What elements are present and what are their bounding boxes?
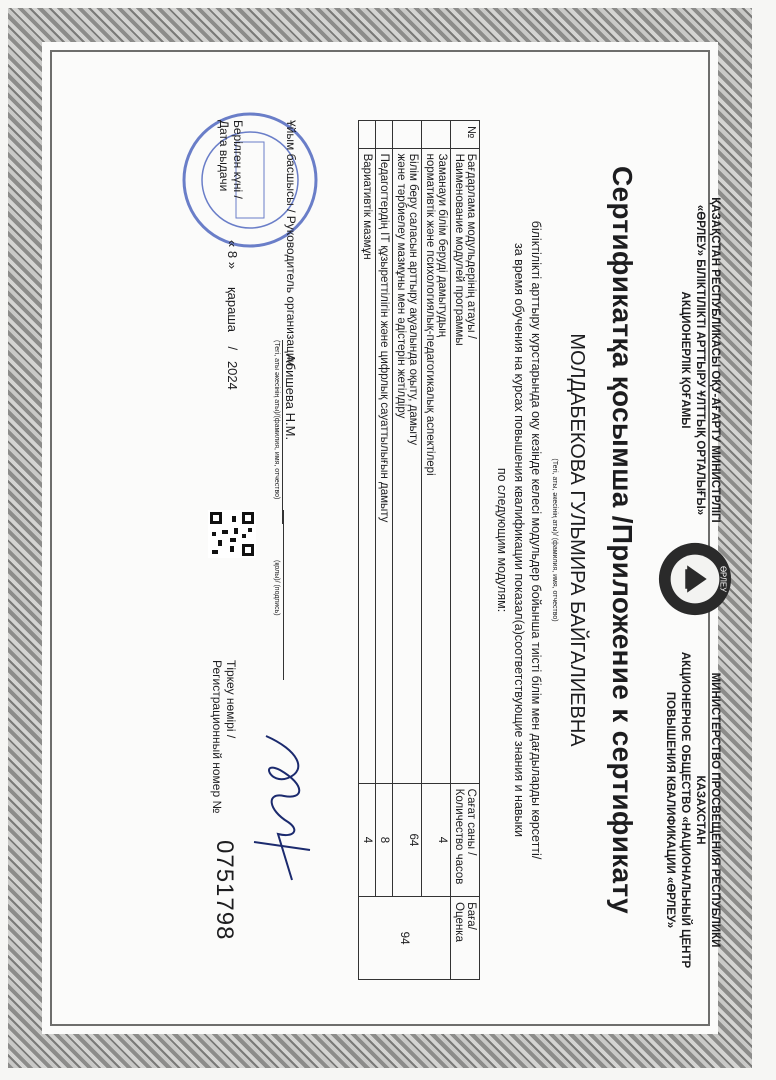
module-name-line2: және тәрбиелеу мазмұны мен әдістерін жетілдіру	[395, 153, 407, 419]
row-no	[422, 121, 451, 149]
col-grade-kz: Баға/	[465, 902, 477, 930]
table-row	[376, 121, 393, 980]
module-name: Педагогтердің IT құзыреттілігін және цифрлық сауаттылығын дамыту	[376, 148, 393, 783]
svg-text:ӨРЛЕУ: ӨРЛЕУ	[718, 565, 728, 593]
module-grade: 94	[359, 897, 451, 980]
certificate-content	[48, 40, 738, 1040]
intro-text	[493, 100, 544, 980]
registration-label	[210, 660, 238, 813]
issue-date: « 8 » қараша / 2024	[225, 240, 240, 390]
col-grade-header	[451, 897, 480, 980]
leader-label: Ұйым басшысы / Руководитель организации	[284, 120, 298, 367]
row-no	[359, 121, 376, 149]
module-name-line2: нормативтік және психологиялық-педагогикалық аспектілері	[424, 153, 436, 476]
issue-label-kz: Берілген күні /	[231, 120, 245, 199]
header-right	[662, 640, 722, 980]
module-name-line1: Білім беру саласын арттыру ақуалында оқыту, дамыту	[407, 153, 419, 446]
col-grade-ru: Оценка	[453, 902, 465, 942]
intro-kz: біліктілікті арттыру курстарында оқу кезінде келесі модульдер бойынша тиісті білім мен дағдыларды көрсетті/	[529, 220, 543, 860]
col-name-header	[451, 148, 480, 783]
module-name	[422, 148, 451, 783]
col-hours-kz: Сағат саны /	[465, 788, 477, 856]
signature-caption: (қолы)/ (подпись)	[273, 560, 280, 616]
intro-ru2: по следующим модулям:	[495, 467, 509, 613]
leader-name-caption: (Тегі, аты әкесінің аты)/(фамилия, имя, отчество)	[273, 340, 280, 500]
col-hours-header	[451, 783, 480, 897]
header-left-line1: ҚАЗАҚСТАН РЕСПУБЛИКАСЫ ОҚУ-АҒАРТУ МИНИСТРЛІГІ	[709, 197, 721, 523]
header-left	[677, 160, 722, 560]
module-hours: 4	[359, 783, 376, 897]
col-no-header: №	[451, 121, 480, 149]
header-left-line3: АКЦИОНЕРЛІК ҚОҒАМЫ	[679, 291, 691, 429]
module-hours: 8	[376, 783, 393, 897]
registration-label-ru: Регистрационный номер №	[210, 660, 224, 814]
intro-ru: за время обучения на курсах повышения квалификации показал(а)соответствующие знания и навыки	[512, 242, 526, 837]
issue-date-label	[217, 120, 245, 199]
name-caption: (Тегі, аты, әкесінің аты)/ (фамилия, имя, отчество)	[551, 458, 558, 622]
module-name: Вариативтік мазмұн	[359, 148, 376, 783]
modules-table	[358, 120, 480, 980]
module-hours: 64	[393, 783, 422, 897]
recipient-name: МОЛДАБЕКОВА ГУЛЬМИРА БАЙГАЛИЕВНА	[566, 333, 588, 747]
module-hours: 4	[422, 783, 451, 897]
col-hours-ru: Количество часов	[453, 788, 465, 885]
official-stamp	[180, 110, 320, 250]
signature-line	[283, 510, 284, 680]
registration-number: 0751798	[211, 840, 238, 941]
module-name	[393, 148, 422, 783]
module-name-line1: Заманауи білім беруді дамытудың	[436, 153, 448, 338]
document-title: Сертификатқа қосымша /Приложение к сертификату	[607, 165, 638, 915]
row-no	[376, 121, 393, 149]
emblem-logo	[656, 540, 734, 618]
header-left-line2: «ӨРЛЕУ» БІЛІКТІЛІКТІ АРТТЫРУ ҰЛТТЫҚ ОРТАЛЫҒЫ»	[694, 204, 706, 516]
qr-code	[208, 510, 256, 558]
table-header-row	[451, 121, 480, 980]
col-name-ru: Наименование модулей программы	[453, 153, 465, 346]
header-right-line2: АКЦИОНЕРНОЕ ОБЩЕСТВО «НАЦИОНАЛЬНЫЙ ЦЕНТР	[679, 651, 691, 969]
header-right-line3: ПОВЫШЕНИЯ КВАЛИФИКАЦИИ «ӨРЛЕУ»	[664, 691, 676, 929]
registration-label-kz: Тіркеу нөмірі /	[224, 660, 238, 739]
handwritten-signature	[248, 730, 318, 890]
col-name-kz: Бағдарлама модульдерінің атауы /	[465, 153, 477, 339]
table-row	[393, 121, 422, 980]
issue-label-ru: Дата выдачи	[217, 120, 231, 192]
issue-month: қараша	[225, 286, 240, 333]
row-no	[393, 121, 422, 149]
table-row	[422, 121, 451, 980]
leader-name: Абишева Н.М.	[282, 340, 298, 524]
table-row	[359, 121, 376, 980]
header-right-line1: МИНИСТЕРСТВО ПРОСВЕЩЕНИЯ РЕСПУБЛИКИ КАЗАХСТАН	[694, 672, 721, 948]
issue-day: 8	[225, 250, 240, 259]
issue-year: 2024	[225, 360, 240, 390]
